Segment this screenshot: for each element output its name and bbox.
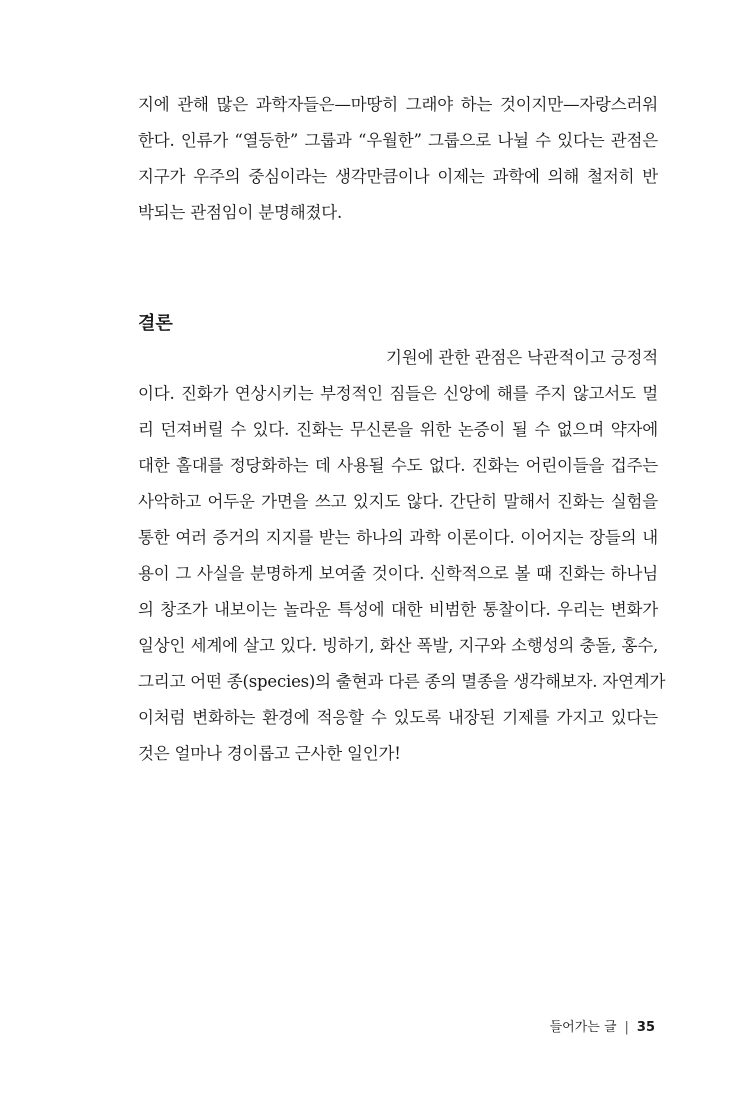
page-number: 35 (636, 1020, 655, 1035)
text-line: 사악하고 어두운 가면을 쓰고 있지도 않다. 간단히 말해서 진화는 실험을 (138, 492, 658, 511)
text-line: 그리고 어떤 종(species)의 출현과 다른 종의 멸종을 생각해보자. 자연계가 (138, 672, 666, 691)
text-line: 기원에 관한 관점은 낙관적이고 긍정적 (385, 348, 658, 367)
text-line: 지에 관해 많은 과학자들은—마땅히 그래야 하는 것이지만—자랑스러워 (138, 95, 658, 114)
paragraph-conclusion (138, 340, 666, 772)
running-chapter-title: 들어가는 글 (549, 1020, 617, 1035)
text-line: 이처럼 변화하는 환경에 적응할 수 있도록 내장된 기제를 가지고 있다는 (138, 708, 658, 727)
text-line: 일상인 세계에 살고 있다. 빙하기, 화산 폭발, 지구와 소행성의 충돌, 홍수, (138, 636, 658, 655)
text-line: 박되는 관점임이 분명해졌다. (138, 203, 343, 222)
text-line: 용이 그 사실을 분명하게 보여줄 것이다. 신학적으로 볼 때 진화는 하나님 (138, 564, 658, 583)
section-heading: 결론 (138, 313, 173, 334)
text-line: 지구가 우주의 중심이라는 생각만큼이나 이제는 과학에 의해 철저히 반 (138, 167, 658, 186)
footer-separator: | (624, 1020, 629, 1035)
text-line: 리 던져버릴 수 있다. 진화는 무신론을 위한 논증이 될 수 없으며 약자에 (138, 420, 658, 439)
text-line: 대한 홀대를 정당화하는 데 사용될 수도 없다. 진화는 어린이들을 겁주는 (138, 456, 658, 475)
text-line: 의 창조가 내보이는 놀라운 특성에 대한 비범한 통찰이다. 우리는 변화가 (138, 600, 658, 619)
page-footer (550, 1018, 655, 1038)
text-line: 한다. 인류가 “열등한” 그룹과 “우월한” 그룹으로 나뉠 수 있다는 관점은 (138, 131, 658, 150)
text-line: 이다. 진화가 연상시키는 부정적인 짐들은 신앙에 해를 주지 않고서도 멀 (138, 384, 658, 403)
paragraph-intro-end (138, 87, 658, 231)
text-line: 통한 여러 증거의 지지를 받는 하나의 과학 이론이다. 이어지는 장들의 내 (138, 528, 658, 547)
text-line: 것은 얼마나 경이롭고 근사한 일인가! (138, 744, 401, 763)
